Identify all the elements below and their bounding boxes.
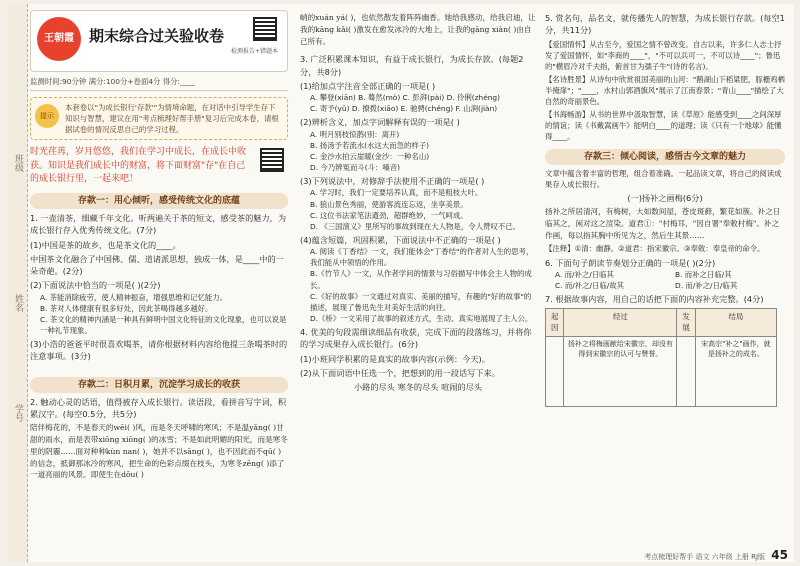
exam-meta: 监测时间:90分钟 满分:100分+卷面4分 得分:____ [30, 76, 288, 91]
table-cell-development[interactable] [677, 336, 695, 406]
option-6B: B. 而补之日临/其 [675, 269, 732, 279]
question-3-2: (2)辨析含义，加点字词解释有误的一项是( ) [300, 117, 460, 128]
option-3-3D: D. 《三国演义》里所写的事故到现在大人物是，令人赞叹不已。 [310, 221, 520, 231]
margin-class-label: 班级 [13, 154, 23, 172]
question-5c: 【书海畅游】从书的世界中汲取智慧，读《草原》能感受到____之间深厚的情谊；读《书戴嵩画牛》能明白____的道理；读《只有一个地球》能懂得____。 [545, 110, 782, 142]
question-1: 1. 一壶清茶，细藏千年文化。听两遍关于茶的短文，感受茶的魅力，为成长银行存入优秀传统文化。(7分) [30, 212, 287, 236]
option-3-1b: C. 寄予(yǔ) D. 撩拨(xiāo) E. 驰骋(chěng) F. 山涧(jiàn) [310, 104, 498, 114]
column-1 [30, 10, 288, 481]
option-3-2C: C. 金沙水拍云崖暖(金沙：一种名山) [310, 151, 430, 161]
question-4-words: 小路的尽头 寒冬的尽头 喧闹的尽头 [353, 382, 483, 393]
option-3-1A: A. 攀登(xiān) B. 蓦然(mò) C. 彭湃(pài) D. 伶俐(zhéng) [310, 93, 501, 103]
qr-code-icon-2[interactable] [260, 148, 284, 172]
notice-text: 本套卷以"为成长银行'存款'"为情境命题，在对话中引导学生存下知识与智慧，建议在用"考点梳理好帮手册"复习后完成本卷，请根据试卷的情况反思自己的学习过程。 [65, 103, 279, 135]
qr-code-icon[interactable] [253, 17, 277, 41]
table-header-process: 经过 [564, 309, 677, 336]
section-3-intro: 文章中蕴含着丰富的哲理，组合着准确。一起品读文章，将自己的阅读成果存入成长银行。 [545, 168, 782, 189]
question-5: 5. 赏名句，品名文，就传播先人的智慧，为成长银行存款。(每空1分，共11分) [545, 13, 785, 36]
story-table [545, 308, 777, 406]
page-number: 45 [771, 548, 788, 562]
option-6D: D. 而/补之/日/临其 [675, 280, 738, 290]
table-header-development: 发展 [677, 309, 695, 336]
option-1-2B: B. 茶对人体健康有很多好处，因此茶喝得越多越好。 [40, 303, 213, 313]
question-4: 4. 优美的句段需细读细品有收获，完成下面的段落练习，并将你的学习成果存入成长银行。(6分) [300, 326, 532, 350]
table-cell-ending: 宋高宗"补之"画作，就是扬补之的成名。 [695, 336, 776, 406]
intro-quote [30, 146, 288, 187]
passage-note: 【注释】①清：幽静。②道君：指宋徽宗。③奉敕：奉皇帝的命令。 [545, 244, 765, 254]
question-6-options [545, 269, 785, 291]
option-1-2C: C. 茶文化的精神内涵是一种具有鲜明中国文化特征的文化现象，也可以说是一种礼节现象。 [40, 314, 287, 336]
exam-title: 期末综合过关验收卷 [89, 27, 225, 45]
notice-badge-icon: 提示 [35, 104, 59, 128]
question-3-3: (3)下列说法中，对修辞手法使用不正确的一项是( ) [300, 176, 485, 187]
table-header-ending: 结局 [695, 309, 776, 336]
question-4-1: (1)小班同学积累的是真实的故事内容(示例：今天)。 [300, 353, 490, 364]
exam-header [30, 10, 288, 72]
binding-margin [8, 4, 28, 562]
question-5b: 【名诗胜景】从诗句中欣赏祖国美丽的山河："鹅湖山下稻粱肥，豚栅鸡栖半掩扉"；"____，水村山郭酒旗风"展示了江南春景；"青山____"描绘了大自然的奇丽景色。 [545, 74, 785, 107]
option-3-4B: B.《竹节人》一文，从作者学问的情景与习俗描写中体会主人物的成长。 [310, 269, 532, 290]
footer-text: 考点梳理好帮手 语文 六年级 上册 RJ版 [644, 553, 766, 561]
question-2-continued: 峭的xuán yá( )，也依然散发着阵阵幽香。她给我感动，给我启迪，让我的kāng kǎi( )激发在愈发冰冷的大地上，让我的gāng xiàn( )由自己所有。 [300, 13, 536, 46]
column-3 [545, 10, 785, 407]
question-3: 3. 广泛积累课本知识，有益于成长银行，为成长存款。(每题2分，共8分) [300, 54, 524, 77]
intro-quote-text: 时光荏苒，岁月悠悠，我们在学习中成长，在成长中收获。知识是我们成长中的财富，将下面财富"存"在自己的成长银行里，一起来吧！ [30, 147, 247, 185]
option-3-3A: A. 学习时，我们一定要培养认真，而不是粗枝大叶。 [310, 188, 483, 198]
option-1-2A: A. 茶能消除疲劳，使人精神振奋，增强思维和记忆能力。 [40, 292, 228, 302]
table-cell-process: 扬补之将梅画献给宋徽宗，却没有得到宋徽宗的认可与赞誉。 [564, 336, 677, 406]
option-3-4A: A. 阅读《丁香结》一文，我们能体会"丁香结"的作者对人生的思考，我们能从中领悟的作用。 [310, 247, 534, 268]
question-4-2: (2)从下面词语中任选一个，把想到的用一段话写下来。 [300, 367, 500, 378]
table-header-cause: 起因 [546, 309, 564, 336]
option-6C: C. 而/补之/日临/故其 [555, 280, 625, 290]
section-2-title: 存款二：日积月累，沉淀学习成长的收获 [30, 377, 288, 393]
option-3-3C: C. 这位书法家笔法遒劲，超群绝妙，一气呵成。 [310, 210, 468, 220]
question-7: 7. 根据故事内容，用自己的话把下面的内容补充完整。(4分) [545, 294, 764, 305]
question-1-3: (3)小浩的爸爸平时很喜欢喝茶，请你根据材料内容给他提三条喝茶时的注意事项。(3分) [30, 339, 288, 362]
notice-box [30, 97, 288, 140]
section-1-title: 存款一：用心倾听，感受传统文化的底蕴 [30, 193, 288, 209]
question-1-1: (1)中国是茶的故乡，也是茶文化的____。 [30, 239, 181, 250]
question-5a: 【爱国情怀】从古至今，爱国之情不曾改变。自古以来，许多仁人志士抒发了爱国情怀，如"李商的____"，"不可以兵可一，不可以诗____"；鲁迅的"横眉冷对千夫指，俯首甘为孺子牛"(诗的名言)。 [545, 39, 782, 71]
option-3-4C: C.《好的故事》一文通过对真实、美丽的描写，有趣的"好的故事"的描述，展现了鲁迅先生对美好生活的向往。 [310, 291, 532, 312]
passage-text: 扬补之所居清河，有梅树，大如数间屋，苍皮斑藓，繁花如簇。补之日临其之，闲对这之渲染。道君①："村梅耳，"因自署"奉敕村梅"。补之作画，每以指其胸中所见为之，然后生其景…… [545, 207, 781, 240]
question-6: 6. 下面句子朗读节奏划分正确的一项是( )(2分) [545, 257, 716, 268]
question-2: 2. 触动心灵的话语，值得被存入成长银行。读语段，看拼音写字词，积累汉字。(每空0.5分，共5分) [30, 396, 287, 420]
brand-logo: 王朝霞 [37, 17, 81, 61]
question-1-1b: 中国茶文化融合了中国佛、儒、道诸派思想，独成一体，是____中的一朵奇葩。(2分) [30, 253, 284, 277]
option-6A: A. 而/补之/日临其 [555, 269, 614, 279]
question-3-4: (4)蕴含短篇，巩固积累，下面说法中不正确的一项是( ) [300, 234, 501, 245]
qr-caption: 检测报告+错题本 [231, 48, 279, 55]
option-3-4D: D.《桥》一文采用了故事的叙述方式，生动、真实地展现了主人公。 [310, 313, 533, 323]
margin-number-label: 学号 [13, 404, 23, 422]
option-3-3B: B. 狼山景色秀丽，使游客流连忘返，坐享美景。 [310, 199, 468, 209]
passage-title: (一)扬补之画梅(6分) [627, 192, 703, 203]
question-1-2: (2)下面说法中恰当的一项是( )(2分) [30, 280, 161, 291]
column-2 [300, 10, 536, 393]
table-cell-cause[interactable] [546, 336, 564, 406]
option-3-2D: D. 今乃辨冤而斗(斗：嗓音) [310, 163, 401, 173]
question-3-1: (1)给加点字注音全部正确的一项是( ) [300, 80, 436, 91]
section-3-title: 存款三：倾心阅读，感悟古今文章的魅力 [545, 149, 785, 165]
margin-name-label: 姓名 [13, 294, 23, 312]
page-footer [644, 548, 788, 562]
option-3-2A: A. 明月别枝惊鹊(别：离开) [310, 129, 400, 139]
question-2-text: 陪伴梅花的，不是春天的wēi( )风，而是冬天呼啸的寒风；不是温yǎng( )甘甜的雨水，而是表带xiōng xiōng( )的冰雪；不是如此明媚的阳光，而是寒冬里的阴霾……面对种种kùn nan( )，她并不以sāng( )，也不因此而不qū( )的信念，抵御那冰冷的寒风，把生命的色彩点缀在枝头，为寒冬zēng( )添了一道亮丽的风景。即使生在dōu( ) [30, 423, 288, 480]
option-3-2B: B. 扬汤予若流水(水这大而急的样子) [310, 140, 430, 150]
